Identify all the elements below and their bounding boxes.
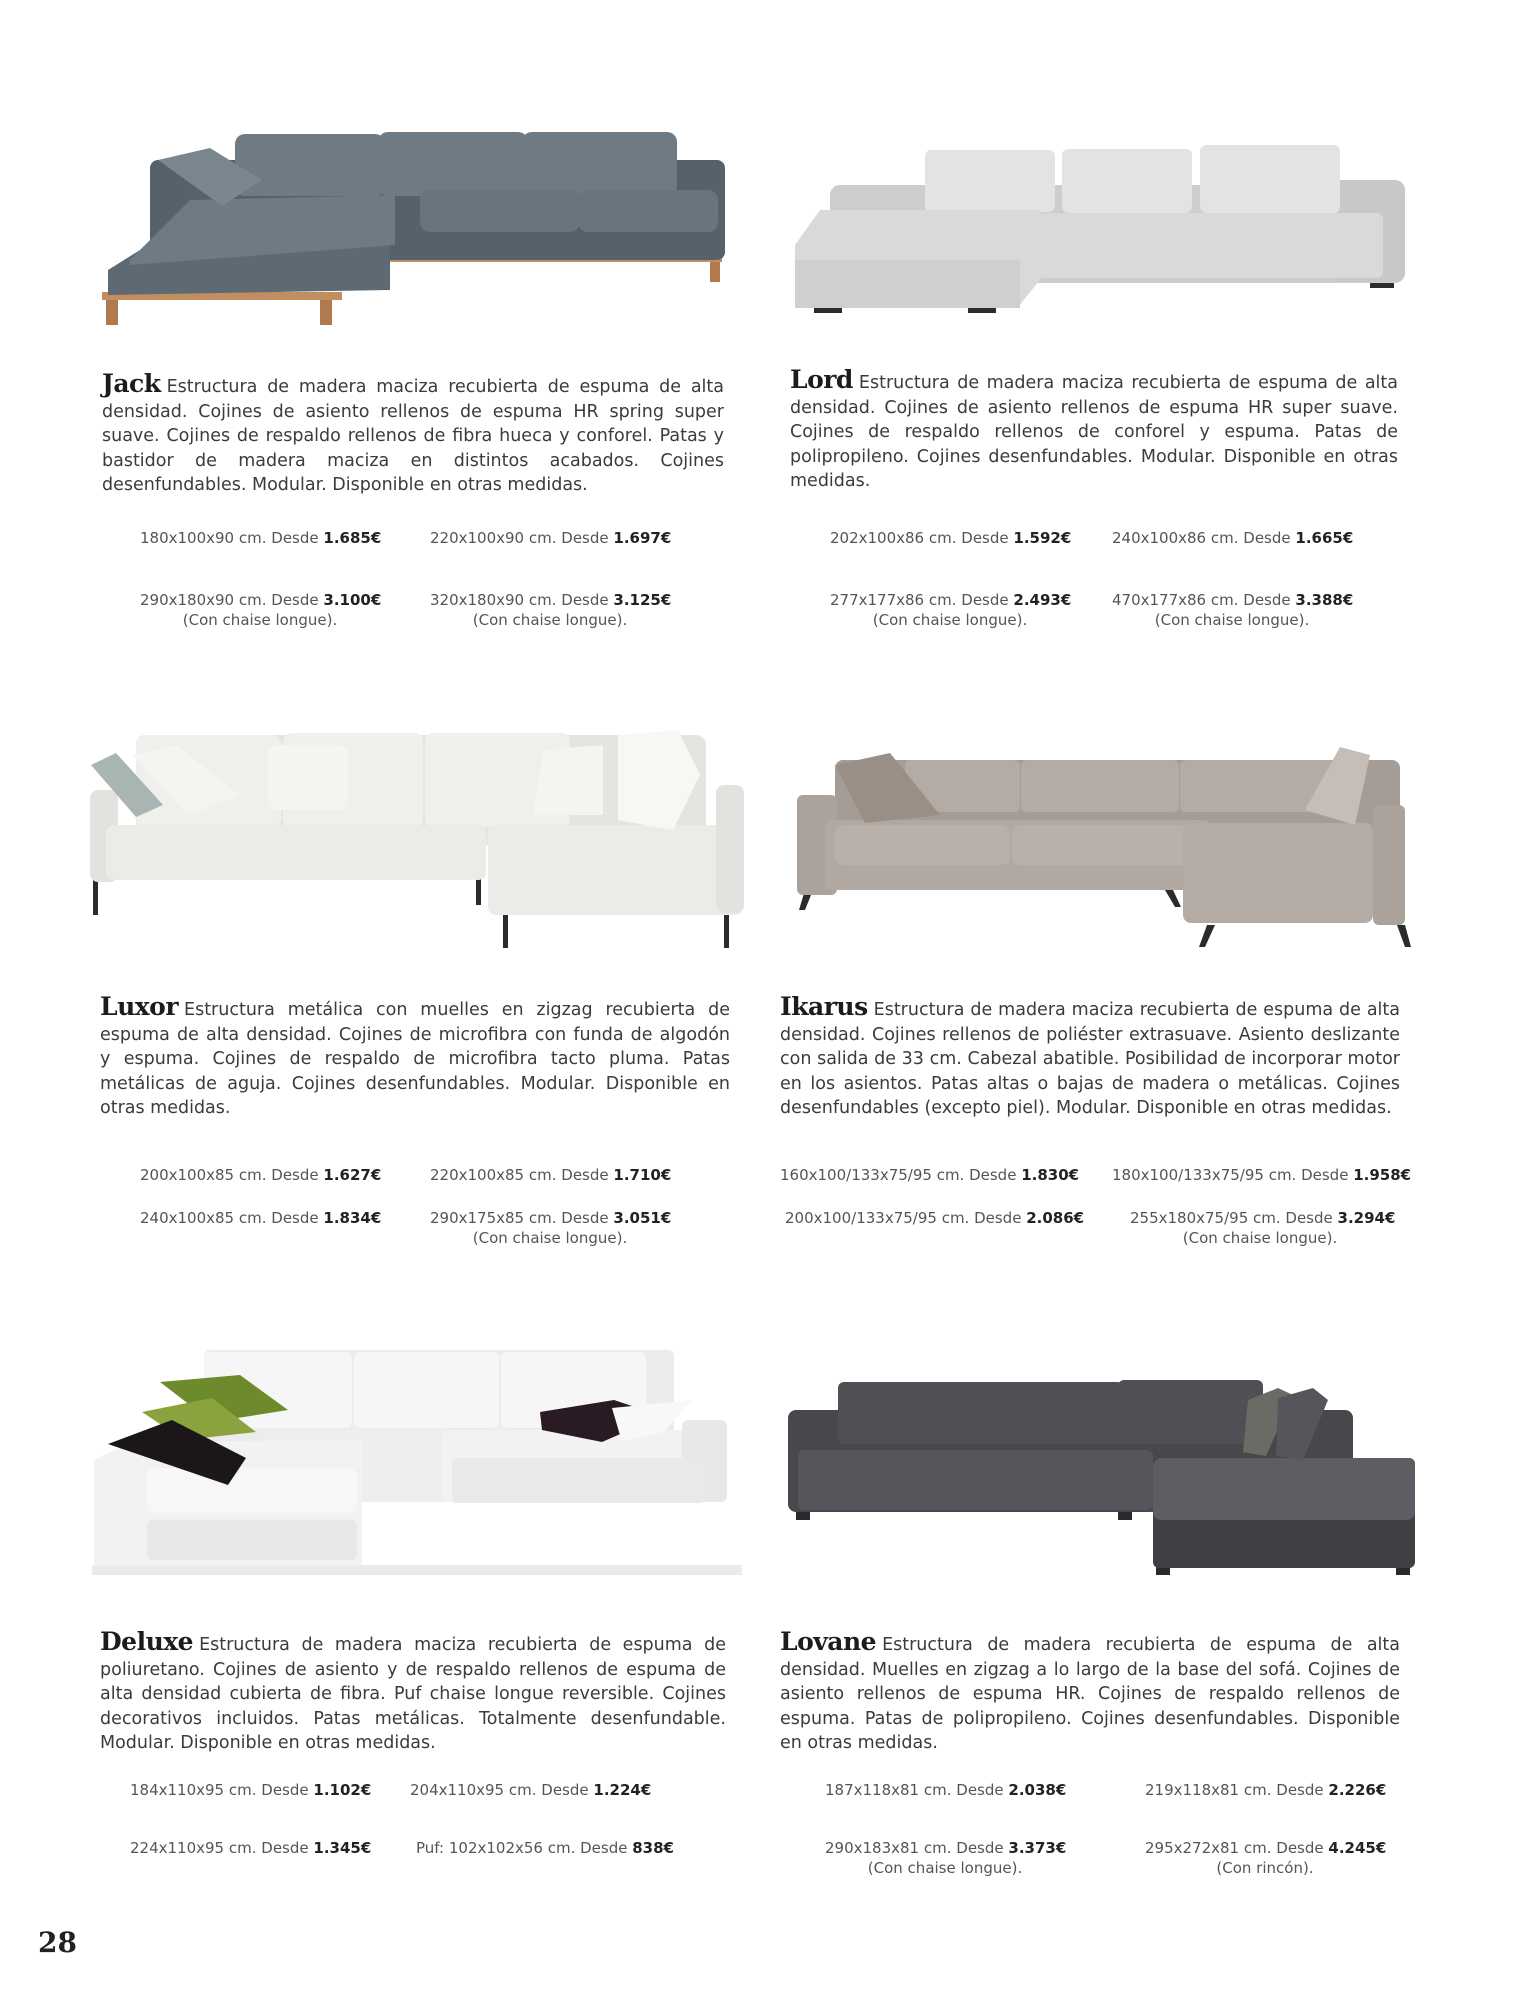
price-amount: 2.086€ — [1026, 1209, 1085, 1227]
price-size: 200x100x85 cm. Desde — [140, 1166, 319, 1184]
price-size: 320x180x90 cm. Desde — [430, 591, 609, 609]
price-size: 277x177x86 cm. Desde — [830, 591, 1009, 609]
lord-price-1 — [830, 528, 1070, 548]
price-size: 224x110x95 cm. Desde — [130, 1839, 309, 1857]
ikarus-price-1 — [780, 1165, 1080, 1185]
deluxe-description-text: Estructura de madera maciza recubierta de espuma de poliuretano. Cojines de asiento y de respaldo rellenos de espuma de alta densidad cubierta de fibra. Puf chaise longue reversible. Cojines decorativos incluidos. Patas metálicas. Totalmente desenfundable. Modular. Disponible en otras medidas. — [100, 1635, 726, 1753]
deluxe-price-1 — [130, 1780, 370, 1800]
price-note: (Con chaise longue). — [182, 611, 338, 629]
price-size: 470x177x86 cm. Desde — [1112, 591, 1291, 609]
price-size: 290x180x90 cm. Desde — [140, 591, 319, 609]
price-amount: 1.958€ — [1353, 1166, 1412, 1184]
price-amount: 1.627€ — [323, 1166, 382, 1184]
lord-price-4 — [1112, 590, 1352, 630]
deluxe-price-4 — [405, 1838, 685, 1858]
price-note: (Con chaise longue). — [867, 1859, 1023, 1877]
lord-price-3 — [830, 590, 1070, 630]
luxor-price-4 — [430, 1208, 670, 1248]
price-size: Puf: 102x102x56 cm. Desde — [416, 1839, 628, 1857]
price-size: 219x118x81 cm. Desde — [1145, 1781, 1324, 1799]
luxor-price-2 — [430, 1165, 670, 1185]
price-amount: 1.710€ — [613, 1166, 672, 1184]
price-amount: 3.100€ — [323, 591, 382, 609]
price-size: 220x100x90 cm. Desde — [430, 529, 609, 547]
price-size: 180x100/133x75/95 cm. Desde — [1112, 1166, 1349, 1184]
price-amount: 3.388€ — [1295, 591, 1354, 609]
luxor-description — [100, 992, 730, 1121]
lord-price-2 — [1112, 528, 1352, 548]
lord-name: Lord — [790, 365, 853, 394]
jack-price-3 — [140, 590, 380, 630]
ikarus-name: Ikarus — [780, 992, 868, 1021]
price-size: 202x100x86 cm. Desde — [830, 529, 1009, 547]
price-amount: 3.125€ — [613, 591, 672, 609]
lord-description-text: Estructura de madera maciza recubierta de espuma de alta densidad. Cojines de asiento rellenos de espuma HR super suave. Cojines de respaldo rellenos de conforel y espuma. Patas de polipropileno. Cojines desenfundables. Modular. Disponible en otras medidas. — [790, 373, 1398, 491]
price-size: 187x118x81 cm. Desde — [825, 1781, 1004, 1799]
jack-price-4 — [430, 590, 670, 630]
price-size: 184x110x95 cm. Desde — [130, 1781, 309, 1799]
price-size: 255x180x75/95 cm. Desde — [1130, 1209, 1333, 1227]
luxor-name: Luxor — [100, 992, 179, 1021]
price-amount: 1.102€ — [313, 1781, 372, 1799]
jack-description — [102, 369, 724, 498]
price-amount: 3.051€ — [613, 1209, 672, 1227]
price-amount: 2.226€ — [1328, 1781, 1387, 1799]
jack-description-text: Estructura de madera maciza recubierta de espuma de alta densidad. Cojines de asiento rellenos de espuma HR spring super suave. Cojines de respaldo rellenos de fibra hueca y conforel. Patas y bastidor de madera maciza en distintos acabados. Cojines desenfundables. Modular. Disponible en otras medidas. — [102, 377, 724, 495]
lovane-price-3 — [825, 1838, 1065, 1878]
price-amount: 1.685€ — [323, 529, 382, 547]
deluxe-name: Deluxe — [100, 1627, 194, 1656]
deluxe-price-2 — [410, 1780, 650, 1800]
lord-sofa-image — [790, 135, 1420, 325]
lovane-price-1 — [825, 1780, 1065, 1800]
price-size: 200x100/133x75/95 cm. Desde — [785, 1209, 1022, 1227]
lovane-price-2 — [1145, 1780, 1385, 1800]
page-number: 28 — [38, 1926, 77, 1959]
price-amount: 2.493€ — [1013, 591, 1072, 609]
luxor-price-3 — [140, 1208, 380, 1228]
ikarus-description-text: Estructura de madera maciza recubierta de espuma de alta densidad. Cojines rellenos de poliéster extrasuave. Asiento deslizante con salida de 33 cm. Cabezal abatible. Posibilidad de incorporar motor en los asientos. Patas altas o bajas de madera o metálicas. Cojines desenfundables (excepto piel). Modular. Disponible en otras medidas. — [780, 1000, 1400, 1118]
price-note: (Con chaise longue). — [472, 1229, 628, 1247]
lovane-name: Lovane — [780, 1627, 877, 1656]
price-amount: 2.038€ — [1008, 1781, 1067, 1799]
jack-name: Jack — [102, 369, 161, 398]
price-size: 290x183x81 cm. Desde — [825, 1839, 1004, 1857]
luxor-price-1 — [140, 1165, 380, 1185]
price-size: 180x100x90 cm. Desde — [140, 529, 319, 547]
jack-price-2 — [430, 528, 670, 548]
lovane-description — [780, 1627, 1400, 1756]
jack-sofa-image — [100, 120, 730, 340]
price-size: 290x175x85 cm. Desde — [430, 1209, 609, 1227]
luxor-sofa-image — [88, 725, 748, 950]
ikarus-price-2 — [1112, 1165, 1412, 1185]
lovane-price-4 — [1145, 1838, 1385, 1878]
ikarus-sofa-image — [795, 735, 1420, 950]
ikarus-description — [780, 992, 1400, 1121]
lovane-description-text: Estructura de madera recubierta de espuma de alta densidad. Muelles en zigzag a lo largo de la base del sofá. Cojines de asiento rellenos de espuma HR. Cojines de respaldo rellenos de espuma. Patas de polipropileno. Cojines desenfundables. Disponible en otras medidas. — [780, 1635, 1400, 1753]
deluxe-price-3 — [130, 1838, 370, 1858]
price-note: (Con chaise longue). — [1154, 611, 1310, 629]
price-amount: 3.294€ — [1337, 1209, 1396, 1227]
price-amount: 1.224€ — [593, 1781, 652, 1799]
deluxe-description — [100, 1627, 726, 1756]
price-note: (Con chaise longue). — [872, 611, 1028, 629]
price-note: (Con chaise longue). — [472, 611, 628, 629]
jack-price-1 — [140, 528, 380, 548]
price-amount: 4.245€ — [1328, 1839, 1387, 1857]
lord-description — [790, 365, 1398, 494]
price-amount: 1.592€ — [1013, 529, 1072, 547]
price-amount: 3.373€ — [1008, 1839, 1067, 1857]
price-size: 204x110x95 cm. Desde — [410, 1781, 589, 1799]
price-amount: 1.345€ — [313, 1839, 372, 1857]
price-amount: 1.834€ — [323, 1209, 382, 1227]
price-amount: 838€ — [632, 1839, 674, 1857]
ikarus-price-3 — [785, 1208, 1085, 1228]
deluxe-sofa-image — [92, 1350, 742, 1580]
price-amount: 1.830€ — [1021, 1166, 1080, 1184]
price-size: 160x100/133x75/95 cm. Desde — [780, 1166, 1017, 1184]
price-note: (Con rincón). — [1216, 1859, 1314, 1877]
price-amount: 1.697€ — [613, 529, 672, 547]
price-amount: 1.665€ — [1295, 529, 1354, 547]
price-size: 240x100x86 cm. Desde — [1112, 529, 1291, 547]
price-note: (Con chaise longue). — [1182, 1229, 1338, 1247]
price-size: 220x100x85 cm. Desde — [430, 1166, 609, 1184]
price-size: 295x272x81 cm. Desde — [1145, 1839, 1324, 1857]
price-size: 240x100x85 cm. Desde — [140, 1209, 319, 1227]
lovane-sofa-image — [788, 1370, 1428, 1590]
luxor-description-text: Estructura metálica con muelles en zigzag recubierta de espuma de alta densidad. Cojines de microfibra con funda de algodón y espuma. Cojines de respaldo de microfibra tacto pluma. Patas metálicas de aguja. Cojines desenfundables. Modular. Disponible en otras medidas. — [100, 1000, 730, 1118]
ikarus-price-4 — [1130, 1208, 1396, 1248]
